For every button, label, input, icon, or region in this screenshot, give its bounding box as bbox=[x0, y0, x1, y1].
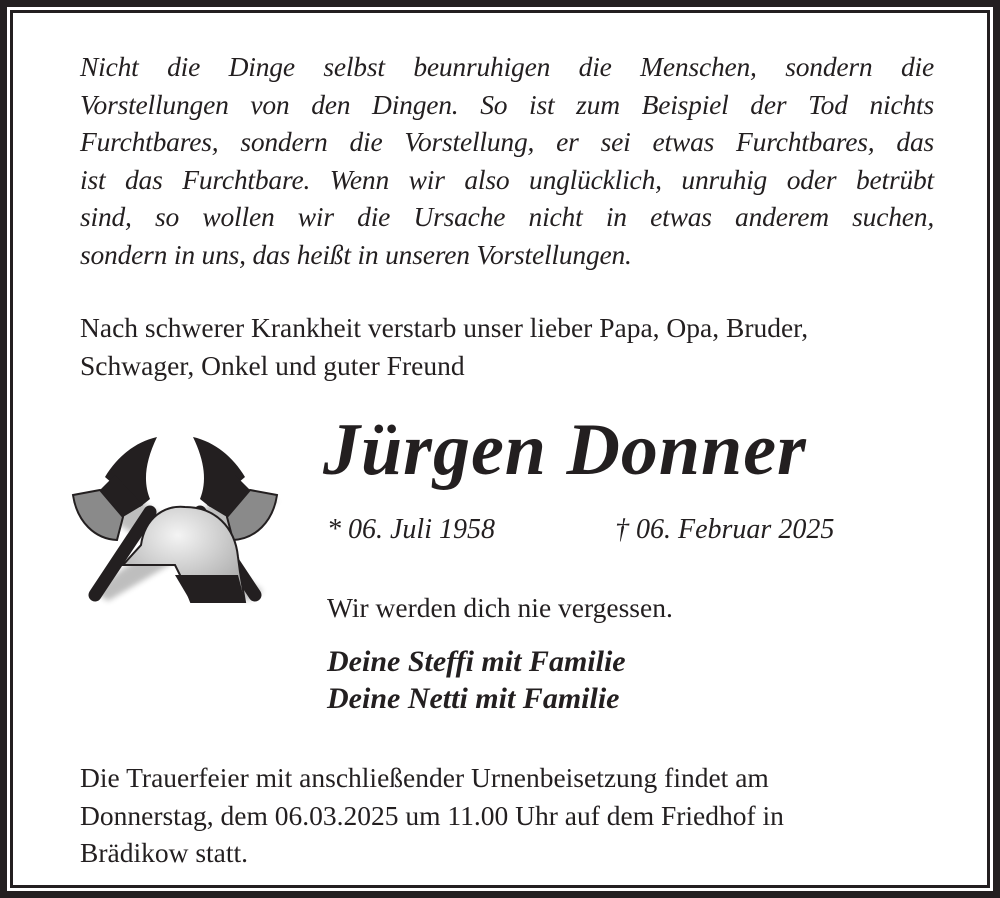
family-line: Deine Netti mit Familie bbox=[327, 682, 620, 715]
memory-line: Wir werden dich nie vergessen. bbox=[327, 592, 673, 623]
funeral-line: Donnerstag, dem 06.03.2025 um 11.00 Uhr auf dem Friedhof in bbox=[80, 799, 784, 831]
quote-line: ist das Furchtbare. Wenn wir also unglücklich, unruhig oder betrübt bbox=[80, 163, 934, 195]
quote-line: sind, so wollen wir die Ursache nicht in etwas anderem suchen, bbox=[80, 201, 934, 232]
quote-paragraph bbox=[80, 48, 934, 273]
funeral-line: Brädikow statt. bbox=[80, 837, 249, 868]
life-dates bbox=[327, 512, 835, 548]
family-signatures bbox=[327, 643, 626, 717]
funeral-notice bbox=[80, 759, 784, 872]
quote-line: sondern in uns, das heißt in unseren Vorstellungen. bbox=[80, 238, 632, 270]
intro-line: Schwager, Onkel und guter Freund bbox=[80, 350, 465, 381]
quote-line: Vorstellungen von den Dingen. So ist zum Beispiel der Tod nichts bbox=[80, 88, 934, 120]
birth-date: * 06. Juli 1958 bbox=[327, 514, 495, 545]
family-line: Deine Steffi mit Familie bbox=[327, 645, 626, 678]
deceased-name: Jürgen Donner bbox=[323, 409, 807, 491]
funeral-line: Die Trauerfeier mit anschließender Urnenbeisetzung findet am bbox=[80, 762, 769, 793]
firefighter-helmet-axes-icon bbox=[55, 427, 295, 607]
quote-line: Furchtbares, sondern die Vorstellung, er sei etwas Furchtbares, das bbox=[80, 126, 934, 157]
intro-line: Nach schwerer Krankheit verstarb unser lieber Papa, Opa, Bruder, bbox=[80, 312, 809, 343]
death-date: † 06. Februar 2025 bbox=[615, 514, 835, 545]
intro-paragraph bbox=[80, 309, 808, 385]
quote-line: Nicht die Dinge selbst beunruhigen die Menschen, sondern die bbox=[80, 51, 934, 82]
